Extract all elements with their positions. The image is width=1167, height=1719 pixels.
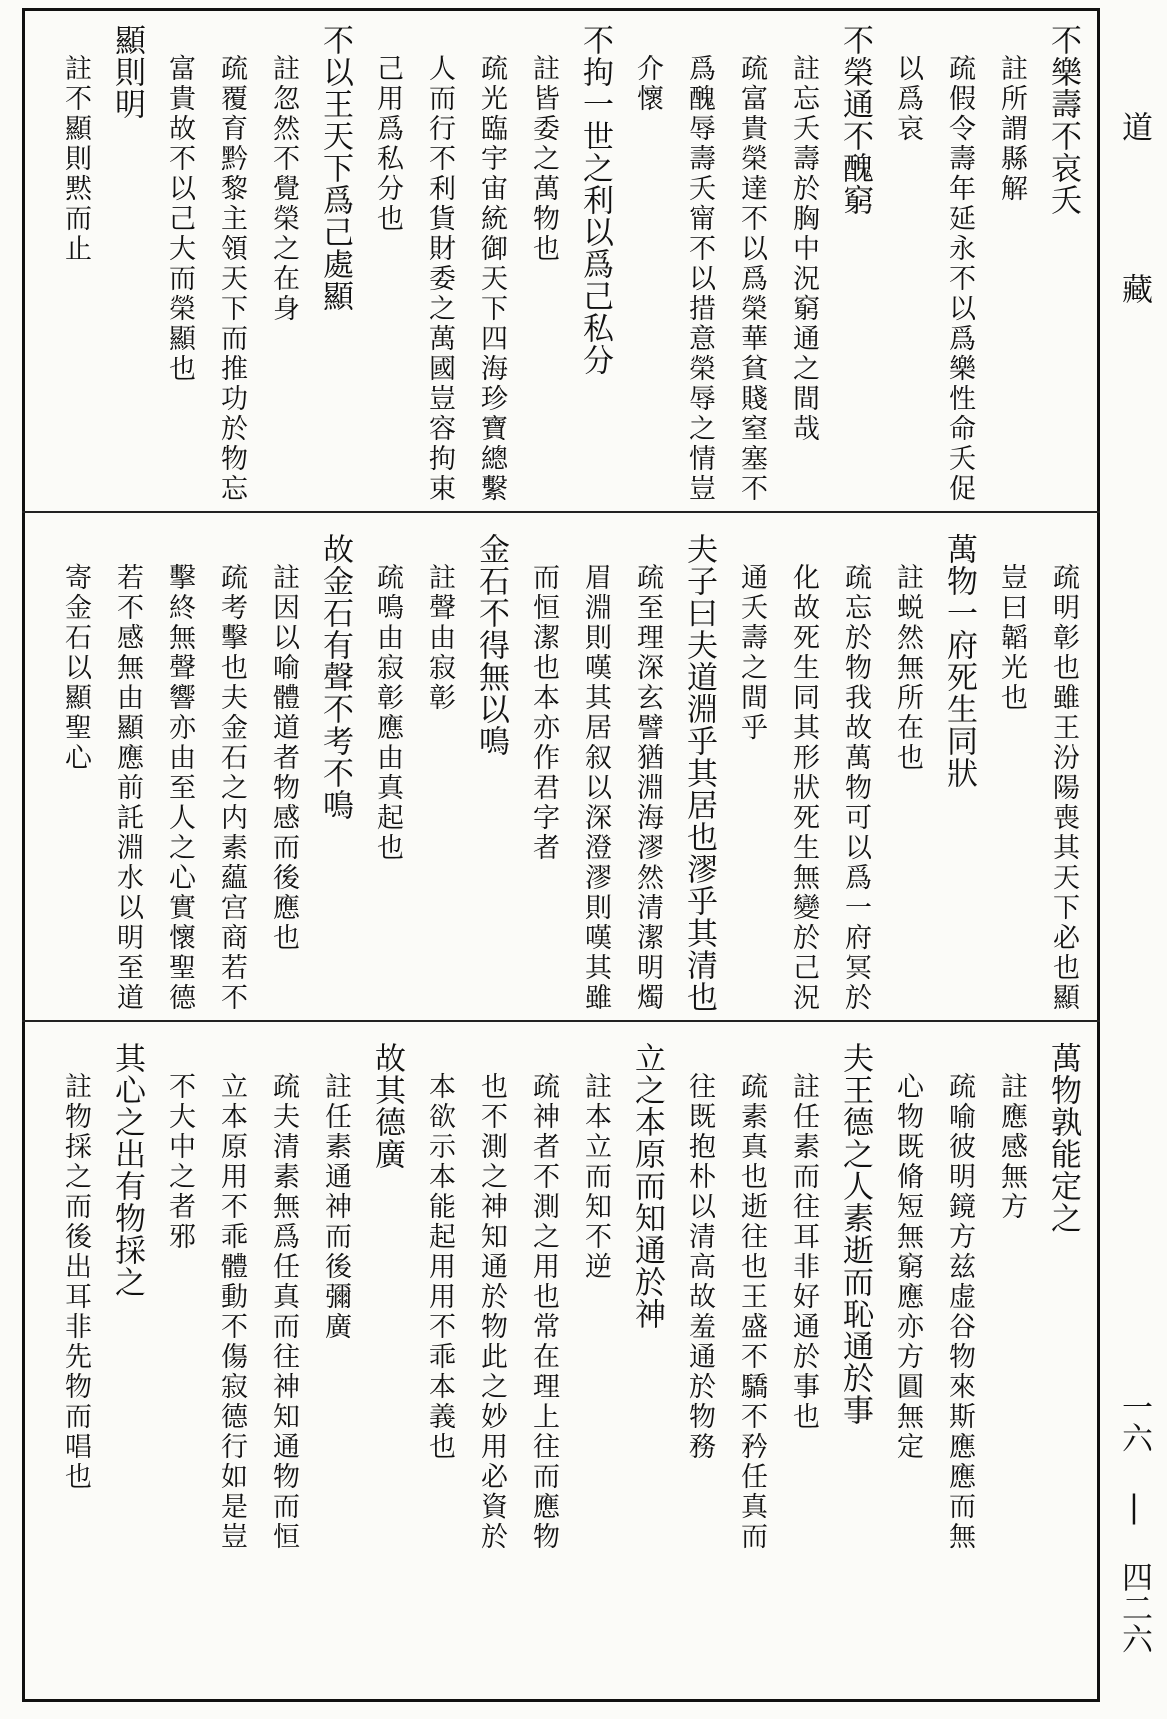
margin-title-char-1: 道 xyxy=(1116,110,1152,142)
text-column: 擊終無聲響亦由至人之心實懷聖德 xyxy=(164,563,195,1013)
text-column: 萬物一府死生同狀 xyxy=(941,533,977,789)
text-column: 金石不得無以鳴 xyxy=(473,533,509,757)
text-panel-middle xyxy=(30,523,1092,1017)
text-column: 顯則明 xyxy=(109,24,145,120)
text-column: 疏神者不測之用也常在理上往而應物 xyxy=(528,1042,559,1552)
margin-title-char-2: 藏 xyxy=(1116,272,1152,304)
text-column: 註聲由寂彰 xyxy=(424,533,455,713)
text-panel-bottom xyxy=(30,1032,1092,1696)
text-column: 以爲哀 xyxy=(892,24,923,144)
text-column: 註忘夭壽於胸中況窮通之間哉 xyxy=(788,24,819,444)
text-column: 不以王天下爲己處顯 xyxy=(317,24,353,312)
text-column: 萬物孰能定之 xyxy=(1045,1042,1081,1234)
text-column: 往既抱朴以清高故羞通於物務 xyxy=(684,1042,715,1462)
text-column: 其心之出有物採之 xyxy=(109,1042,145,1298)
text-column: 疏富貴榮達不以爲榮華貧賤窒塞不 xyxy=(736,54,767,504)
text-column: 疏假令壽年延永不以爲樂性命夭促 xyxy=(944,54,975,504)
text-column: 不拘一世之利以爲己私分 xyxy=(577,24,613,376)
text-column: 註不顯則黙而止 xyxy=(60,24,91,264)
text-column: 註皆委之萬物也 xyxy=(528,24,559,264)
text-column: 人而行不利貨財委之萬國豈容拘束 xyxy=(424,54,455,504)
text-column: 寄金石以顯聖心 xyxy=(60,533,91,773)
text-column: 眉淵則嘆其居叙以深澄漻則嘆其雖 xyxy=(580,563,611,1013)
text-column: 夫子曰夫道淵乎其居也漻乎其清也 xyxy=(681,533,717,1013)
text-column: 註忽然不覺榮之在身 xyxy=(268,24,299,324)
text-column: 疏明彰也雖王汾陽喪其天下必也顯 xyxy=(1048,563,1079,1013)
text-column: 疏喻彼明鏡方兹虚谷物來斯應應而無 xyxy=(944,1042,975,1552)
text-column: 不榮通不醜窮 xyxy=(837,24,873,216)
text-column: 介懷 xyxy=(632,24,663,114)
text-column: 通夭壽之間乎 xyxy=(736,533,767,743)
text-column: 註物採之而後出耳非先物而唱也 xyxy=(60,1042,91,1492)
text-column: 疏考擊也夫金石之内素藴宫商若不 xyxy=(216,563,247,1013)
text-column: 不大中之者邪 xyxy=(164,1042,195,1252)
text-panel-top xyxy=(30,14,1092,508)
text-column: 疏至理深玄譬猶淵海漻然清潔明燭 xyxy=(632,563,663,1013)
text-column: 立之本原而知通於神 xyxy=(629,1042,665,1330)
text-column: 化故死生同其形狀死生無變於己況 xyxy=(788,563,819,1013)
text-column: 而恒潔也本亦作君字者 xyxy=(528,533,559,863)
text-column: 註任素而往耳非好通於事也 xyxy=(788,1042,819,1432)
text-column: 註因以喻體道者物感而後應也 xyxy=(268,533,299,953)
text-column: 故金石有聲不考不鳴 xyxy=(317,533,353,821)
text-column: 疏忘於物我故萬物可以爲一府冥於 xyxy=(840,563,871,1013)
text-column: 註蜕然無所在也 xyxy=(892,533,923,773)
text-column: 爲醜辱壽夭甯不以措意榮辱之情豈 xyxy=(684,54,715,504)
text-column: 故其德廣 xyxy=(369,1042,405,1170)
text-column: 己用爲私分也 xyxy=(372,24,403,234)
text-column: 立本原用不乖體動不傷寂德行如是豈 xyxy=(216,1042,247,1552)
page-number: 一六 | 四二六 xyxy=(1116,1390,1152,1654)
text-column: 豈曰韜光也 xyxy=(996,533,1027,713)
text-column: 本欲示本能起用用不乖本義也 xyxy=(424,1042,455,1462)
text-column: 疏鳴由寂彰應由真起也 xyxy=(372,533,403,863)
text-column: 疏光臨宇宙統御天下四海珍寶總繫 xyxy=(476,54,507,504)
text-column: 註任素通神而後彌廣 xyxy=(320,1042,351,1342)
text-column: 富貴故不以己大而榮顯也 xyxy=(164,24,195,384)
panel-divider-2 xyxy=(22,1020,1100,1022)
text-column: 疏覆育黔黎主領天下而推功於物忘 xyxy=(216,54,247,504)
text-column: 若不感無由顯應前託淵水以明至道 xyxy=(112,563,143,1013)
text-column: 也不測之神知通於物此之妙用必資於 xyxy=(476,1042,507,1552)
panel-divider-1 xyxy=(22,511,1100,513)
text-column: 不樂壽不哀夭 xyxy=(1045,24,1081,216)
text-column: 疏夫清素無爲任真而往神知通物而恒 xyxy=(268,1042,299,1552)
text-column: 註所謂縣解 xyxy=(996,24,1027,204)
text-column: 註應感無方 xyxy=(996,1042,1027,1222)
text-column: 夫王德之人素逝而恥通於事 xyxy=(837,1042,873,1426)
text-column: 心物既脩短無窮應亦方圓無定 xyxy=(892,1042,923,1462)
text-column: 註本立而知不逆 xyxy=(580,1042,611,1282)
text-column: 疏素真也逝往也王盛不驕不矜任真而 xyxy=(736,1042,767,1552)
